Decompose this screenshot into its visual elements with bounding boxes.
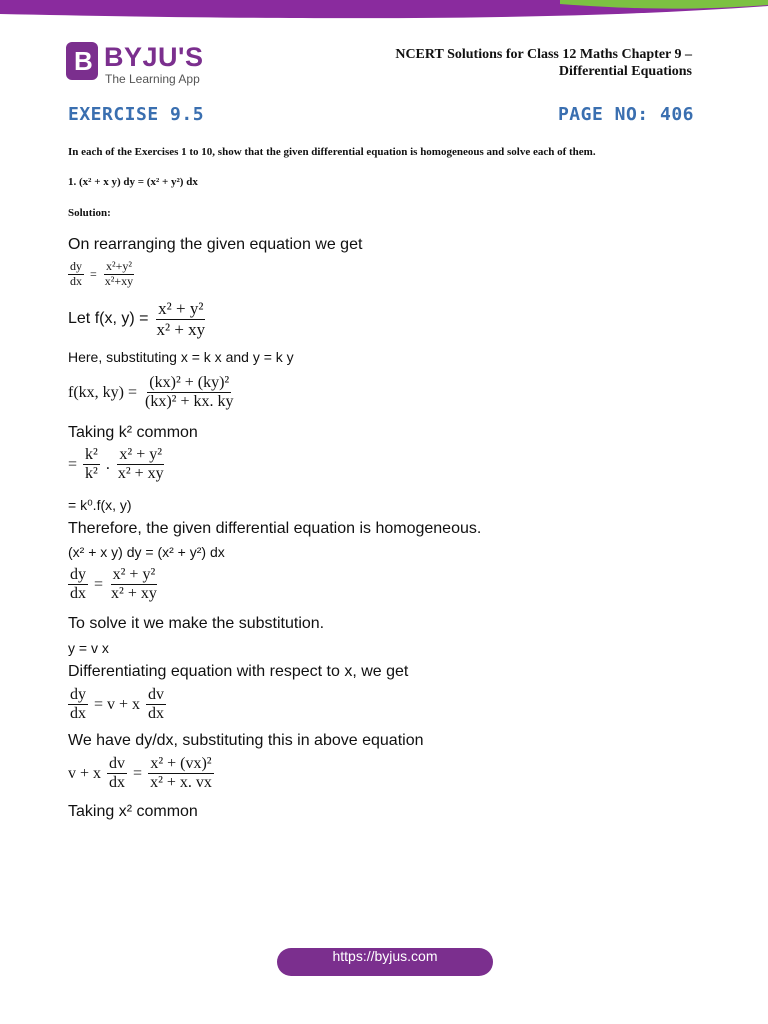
- xy-fraction: $\frac{\text{x² + y²}}{\text{x² + xy}}$: [117, 446, 164, 483]
- dv-dx-fraction-2: $\frac{dv}{dx}$: [109, 755, 126, 792]
- top-decorative-band: [0, 0, 768, 22]
- dy-dx-fraction-2: $\frac{dy}{dx}$: [70, 566, 86, 603]
- vx-fraction: $\frac{\text{x² + (vx)²}}{\text{x² + x. vx}}$: [150, 755, 212, 792]
- page-number: PAGE NO: 406: [557, 104, 694, 125]
- step-k0: = k⁰.f(x, y): [68, 497, 132, 513]
- equation-6: $\frac{dy}{dx}$ = v + x $\frac{dv}{dx}$: [70, 686, 165, 723]
- exercise-title: EXERCISE 9.5: [68, 104, 205, 125]
- equation-5: $\frac{dy}{dx}$ = $\frac{\text{x² + y²}}{\text{x² + xy}}$: [70, 566, 157, 603]
- rhs-fraction: $\frac{\text{x²+y²}}{\text{x²+xy}}$: [104, 259, 134, 288]
- header-line-2: Differential Equations: [558, 64, 692, 79]
- step-homogeneous: Therefore, the given differential equation is homogeneous.: [68, 520, 482, 537]
- document-header: [395, 46, 692, 80]
- step-solve: To solve it we make the substitution.: [68, 615, 325, 632]
- dy-dx-fraction: $\frac{dy}{dx}$: [70, 259, 82, 288]
- dy-dx-fraction-3: $\frac{dy}{dx}$: [70, 686, 86, 723]
- step-substituting: We have dy/dx, substituting this in above equation: [68, 732, 424, 749]
- step-substitution: Here, substituting x = k x and y = k y: [68, 349, 294, 365]
- instruction-text: In each of the Exercises 1 to 10, show that the given differential equation is homogeneous and solve each of them.: [68, 146, 596, 158]
- header-line-1: NCERT Solutions for Class 12 Maths Chapter 9 –: [395, 47, 692, 62]
- step-differentiating: Differentiating equation with respect to x, we get: [68, 663, 409, 680]
- f-fraction: $\frac{\text{x² + y²}}{\text{x² + xy}}$: [156, 299, 206, 339]
- step-taking-x2: Taking x² common: [68, 803, 198, 820]
- equation-3: f(kx, ky) = $\frac{\text{(kx)² + (ky)²}}{\text{(kx)² + kx. ky}}$: [68, 374, 234, 411]
- step-original-eq: (x² + x y) dy = (x² + y²) dx: [68, 544, 225, 560]
- equation-1: $\frac{dy}{dx}$ = $\frac{\text{x²+y²}}{\text{x²+xy}}$: [70, 259, 134, 288]
- footer-url-link[interactable]: https://byjus.com: [277, 948, 493, 976]
- equation-2: Let f(x, y) = $\frac{\text{x² + y²}}{\text{x² + xy}}$: [68, 299, 206, 339]
- k-fraction: $\frac{\text{k²}}{\text{k²}}$: [85, 446, 98, 483]
- logo-tagline: The Learning App: [105, 72, 200, 86]
- step-taking-k2: Taking k² common: [68, 424, 198, 441]
- step-y-vx: y = v x: [68, 640, 109, 656]
- equation-4: = $\frac{\text{k²}}{\text{k²}}$ . $\frac{\text{x² + y²}}{\text{x² + xy}}$: [68, 446, 164, 483]
- fk-fraction: $\frac{\text{(kx)² + (ky)²}}{\text{(kx)² + kx. ky}}$: [145, 374, 234, 411]
- equation-7: v + x $\frac{dv}{dx}$ = $\frac{\text{x² + (vx)²}}{\text{x² + x. vx}}$: [68, 755, 212, 792]
- rhs-fraction-2: $\frac{\text{x² + y²}}{\text{x² + xy}}$: [111, 566, 157, 603]
- question-1: 1. (x² + x y) dy = (x² + y²) dx: [68, 176, 198, 188]
- logo-mark: B: [66, 42, 98, 80]
- logo-name: BYJU'S: [104, 42, 204, 72]
- solution-label: Solution:: [68, 207, 111, 219]
- step-rearrange: On rearranging the given equation we get: [68, 236, 363, 253]
- dv-dx-fraction: $\frac{dv}{dx}$: [148, 686, 165, 723]
